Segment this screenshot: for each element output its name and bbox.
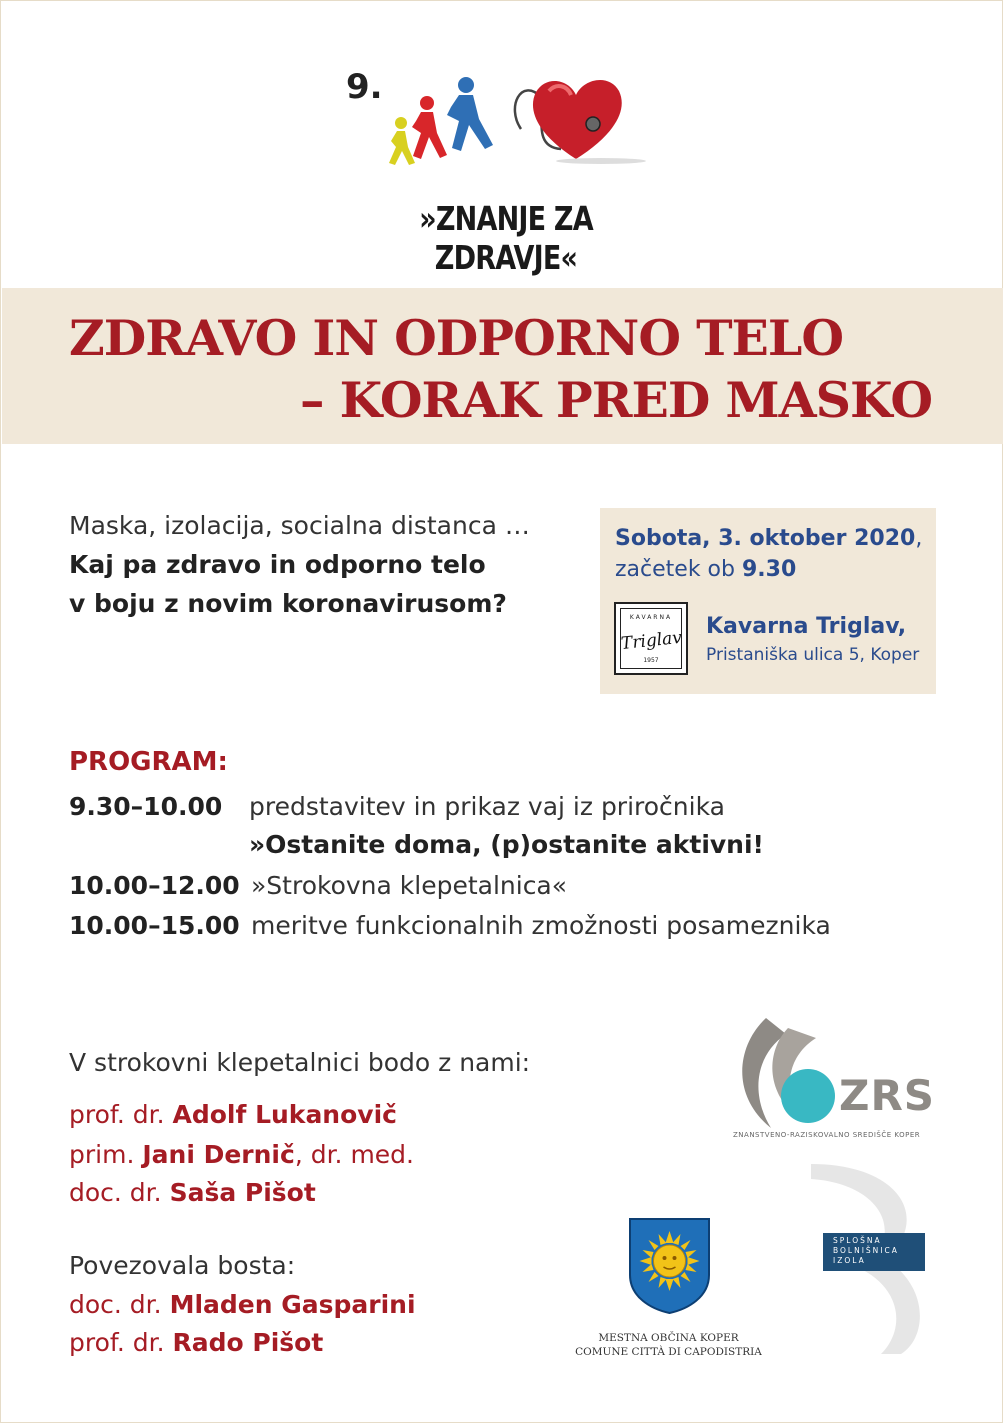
speaker-3-name: Saša Pišot (169, 1178, 316, 1207)
municipality-name (561, 1331, 776, 1359)
speaker-2-suffix: , dr. med. (294, 1140, 415, 1169)
moderator-2 (69, 1328, 323, 1357)
intro-line-3: v boju z novim koronavirusom? (69, 589, 507, 618)
event-start-prefix: začetek ob (615, 557, 742, 582)
venue-logo-script: Triglav (620, 627, 683, 655)
program-desc-2: »Strokovna klepetalnica« (251, 871, 568, 900)
intro-line-2: Kaj pa zdravo in odporno telo (69, 550, 486, 579)
edition-number: 9. (346, 67, 383, 107)
moderator-1-title: doc. dr. (69, 1290, 170, 1319)
moderator-1-name: Mladen Gasparini (169, 1290, 416, 1319)
intro-line-1: Maska, izolacija, socialna distanca … (69, 511, 530, 540)
speaker-2 (69, 1140, 414, 1169)
title-line-2: – KORAK PRED MASKO (300, 371, 932, 429)
hospital-logo (823, 1233, 925, 1271)
intro-text (69, 506, 530, 623)
speakers-heading: V strokovni klepetalnici bodo z nami: (69, 1048, 531, 1077)
moderator-2-name: Rado Pišot (172, 1328, 324, 1357)
moderators-heading: Povezovala bosta: (69, 1251, 296, 1280)
speaker-3-title: doc. dr. (69, 1178, 170, 1207)
event-date-text: Sobota, 3. oktober 2020 (615, 526, 916, 551)
program-time-2: 10.00–12.00 (69, 871, 240, 900)
program-time-3: 10.00–15.00 (69, 911, 240, 940)
program-heading: PROGRAM: (69, 747, 228, 777)
venue-name: Kavarna Triglav, (706, 614, 907, 639)
hospital-line-2: BOLNIŠNICA (833, 1246, 899, 1255)
speaker-2-title: prim. (69, 1140, 143, 1169)
program-desc-1b: »Ostanite doma, (p)ostanite aktivni! (249, 830, 764, 859)
hospital-line-1: SPLOŠNA (833, 1236, 882, 1245)
speaker-2-name: Jani Dernič (142, 1140, 295, 1169)
speaker-1-name: Adolf Lukanovič (172, 1100, 397, 1129)
walking-people-icon (381, 71, 506, 171)
venue-logo-year: 1957 (643, 657, 659, 664)
hospital-line-3: IZOLA (833, 1256, 866, 1265)
slogan: »ZNANJE ZA ZDRAVJE« (419, 199, 593, 277)
speaker-1 (69, 1100, 397, 1129)
municipality-line-1: MESTNA OBČINA KOPER (598, 1332, 739, 1344)
venue-address: Pristaniška ulica 5, Koper (706, 645, 920, 665)
heart-stethoscope-icon (501, 67, 651, 167)
zrs-fullname: ZNANSTVENO-RAZISKOVALNO SREDIŠČE KOPER (733, 1131, 921, 1139)
koper-coat-of-arms-icon (628, 1217, 711, 1315)
program-time-1: 9.30–10.00 (69, 792, 223, 821)
speaker-1-title: prof. dr. (69, 1100, 173, 1129)
kavarna-triglav-logo (614, 602, 688, 675)
venue-logo-top: KAVARNA (629, 614, 673, 621)
moderator-1 (69, 1290, 416, 1319)
zrs-name: ZRS (839, 1071, 936, 1120)
moderator-2-title: prof. dr. (69, 1328, 173, 1357)
event-date (615, 523, 922, 585)
program-desc-3: meritve funkcionalnih zmožnosti posameznika (251, 911, 831, 940)
program-desc-1: predstavitev in prikaz vaj iz priročnika (249, 792, 725, 821)
title-line-1: ZDRAVO IN ODPORNO TELO (69, 309, 844, 367)
municipality-line-2: COMUNE CITTÀ DI CAPODISTRIA (575, 1346, 762, 1358)
event-start-time: 9.30 (741, 557, 797, 582)
speaker-3 (69, 1178, 316, 1207)
event-date-suffix: , (915, 526, 923, 551)
